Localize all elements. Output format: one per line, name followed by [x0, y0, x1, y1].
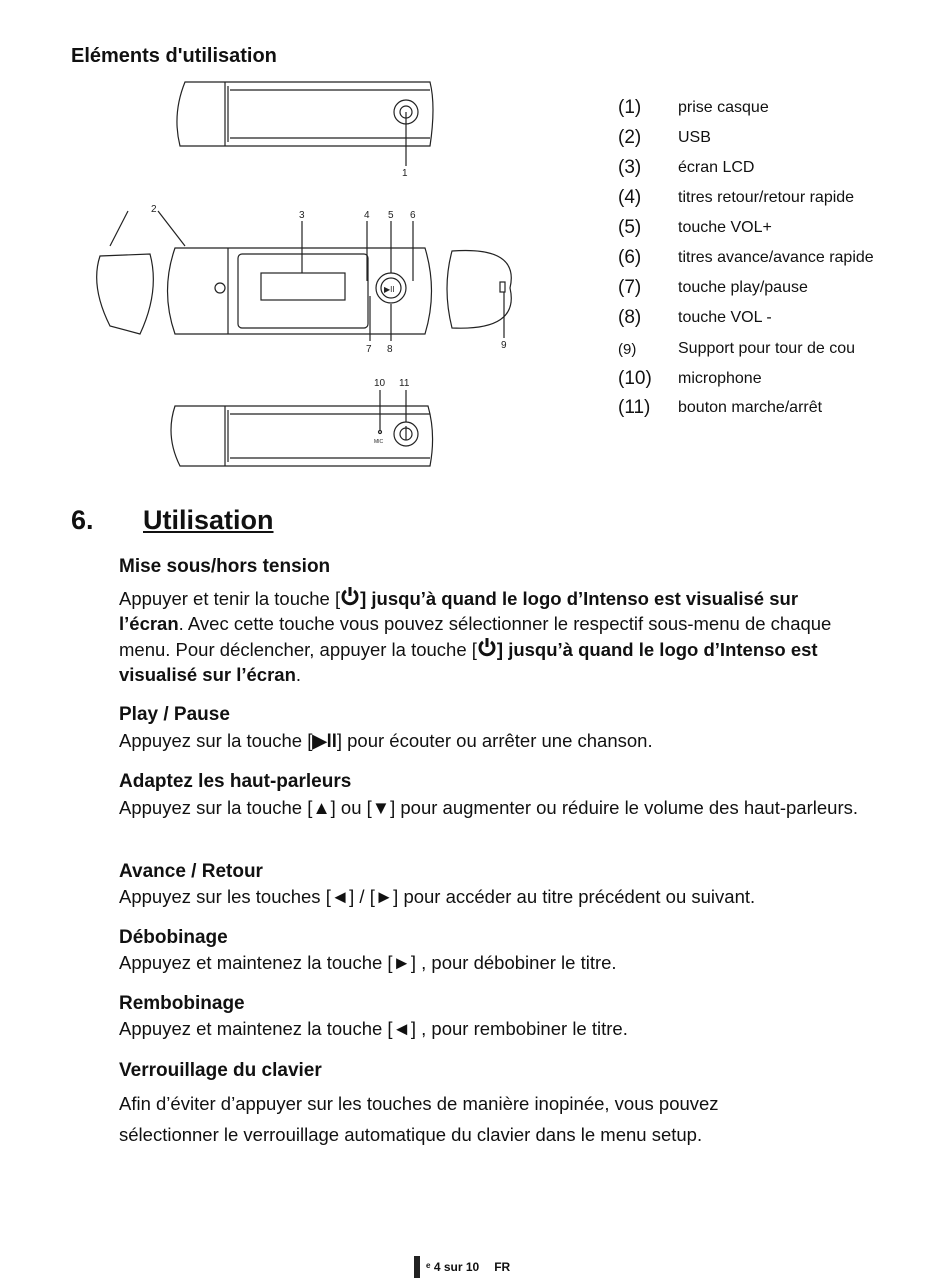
callout-8: 8 — [387, 344, 393, 355]
footer-bar — [414, 1256, 420, 1278]
legend-number: (5) — [618, 217, 642, 238]
callout-9: 9 — [501, 340, 507, 351]
callout-6: 6 — [410, 210, 416, 221]
power-icon — [340, 585, 360, 607]
callout-2: 2 — [151, 204, 157, 215]
play-paragraph — [119, 729, 859, 752]
legend-number: (8) — [618, 307, 642, 328]
device-top-view — [177, 82, 433, 166]
legend-number: (10) — [618, 368, 652, 389]
rewind-heading: Rembobinage — [119, 993, 245, 1014]
page-number: ᵉ 4 sur 10 — [426, 1260, 480, 1274]
power-text-2: ] jusqu’à quand le logo d’Intenso est visualisé sur l’écran — [119, 588, 799, 634]
legend-item — [618, 154, 754, 182]
legend-label: USB — [678, 129, 711, 146]
legend-item — [618, 394, 822, 422]
legend-label: touche VOL - — [678, 309, 772, 326]
legend-item — [618, 124, 711, 152]
play-pause-icon: ▶ll — [312, 730, 337, 751]
legend-item — [618, 274, 808, 302]
legend-label: écran LCD — [678, 159, 755, 176]
power-paragraph — [119, 585, 839, 687]
legend-item — [618, 94, 769, 122]
legend-item — [618, 244, 874, 272]
callout-3: 3 — [299, 210, 305, 221]
volume-heading: Adaptez les haut-parleurs — [119, 771, 352, 792]
device-bottom-view — [171, 390, 433, 466]
legend-item — [618, 214, 772, 242]
keylock-paragraph — [119, 1088, 799, 1150]
fastforward-paragraph: Appuyez et maintenez la touche [►] , pour débobiner le titre. — [119, 952, 617, 973]
legend-item — [618, 335, 855, 363]
power-text-5: . — [295, 664, 302, 685]
power-text-3: . Avec cette touche vous pouvez sélectionner le respectif sous-menu de chaque menu. Pour déclencher, appuyer la touche [ — [119, 613, 832, 660]
keylock-text-2: les touches de manière inopinée, vous pouvez sélectionner le verrouillage automatique du clavier dans le menu setup. — [119, 1093, 719, 1145]
play-text-1: Appuyez sur la touche [ — [119, 730, 313, 751]
legend-label: titres retour/retour rapide — [678, 189, 855, 206]
legend-number: (9) — [618, 340, 637, 358]
legend-number: (7) — [618, 277, 642, 298]
legend-label: titres avance/avance rapide — [678, 249, 874, 266]
page-footer — [414, 1256, 510, 1278]
legend-item — [618, 365, 762, 393]
legend-label: bouton marche/arrêt — [678, 399, 823, 416]
keylock-text-1: Afin d’éviter d’appuyer sur — [119, 1093, 333, 1114]
legend-number: (2) — [618, 127, 642, 148]
rewind-paragraph: Appuyez et maintenez la touche [◄] , pour rembobiner le titre. — [119, 1018, 628, 1039]
legend-item — [618, 304, 772, 332]
skip-heading: Avance / Retour — [119, 861, 263, 882]
callout-10: 10 — [374, 378, 386, 389]
legend-number: (3) — [618, 157, 642, 178]
legend-item — [618, 184, 854, 212]
language-code: FR — [494, 1260, 511, 1274]
legend-label: touche VOL+ — [678, 219, 772, 236]
power-text-4: ] jusqu’à quand le logo d’Intenso est visualisé sur l’écran — [119, 639, 818, 685]
svg-text:▶II: ▶II — [384, 285, 395, 294]
callout-7: 7 — [366, 344, 372, 355]
callout-4: 4 — [364, 210, 370, 221]
power-icon — [477, 636, 497, 658]
device-front-view — [97, 211, 512, 341]
callout-1: 1 — [402, 168, 408, 179]
mic-label: MIC — [374, 439, 384, 445]
skip-paragraph: Appuyez sur les touches [◄] / [►] pour accéder au titre précédent ou suivant. — [119, 886, 756, 907]
section-number: 6. — [71, 505, 94, 535]
legend-number: (6) — [618, 247, 642, 268]
legend-number: (4) — [618, 187, 642, 208]
power-heading: Mise sous/hors tension — [119, 556, 331, 577]
section-title: Utilisation — [143, 505, 274, 535]
legend-number: (1) — [618, 97, 642, 118]
legend-number: (11) — [618, 397, 651, 418]
power-text-1: Appuyer et tenir la touche [ — [119, 588, 341, 609]
legend-label: touche play/pause — [678, 279, 808, 296]
play-text-2: ] pour écouter ou arrêter une chanson. — [336, 730, 653, 751]
legend-label: Support pour tour de cou — [678, 340, 856, 357]
play-heading: Play / Pause — [119, 704, 230, 725]
legend-label: microphone — [678, 370, 762, 387]
legend-label: prise casque — [678, 99, 769, 116]
callout-11: 11 — [399, 378, 410, 389]
callout-5: 5 — [388, 210, 394, 221]
fastforward-heading: Débobinage — [119, 927, 228, 948]
volume-paragraph: Appuyez sur la touche [▲] ou [▼] pour augmenter ou réduire le volume des haut-parleurs. — [119, 797, 858, 818]
device-diagram — [80, 76, 550, 476]
elements-title: Eléments d'utilisation — [71, 45, 277, 67]
keylock-heading: Verrouillage du clavier — [119, 1060, 322, 1081]
